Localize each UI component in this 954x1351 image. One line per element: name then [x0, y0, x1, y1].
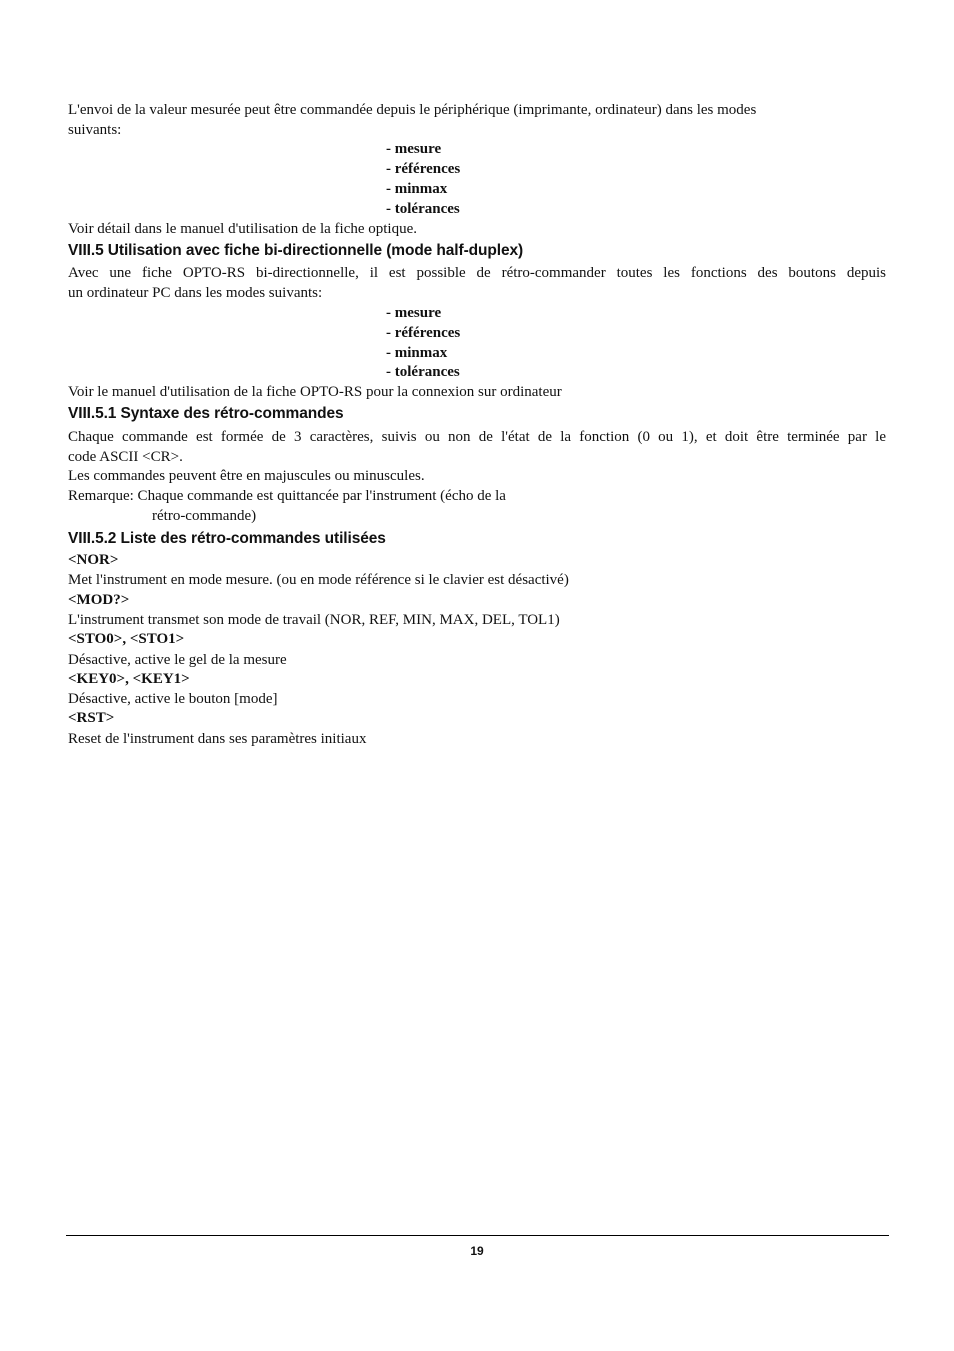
section-viii-5-line-2: un ordinateur PC dans les modes suivants: — [68, 285, 323, 301]
command-desc-key: Désactive, active le bouton [mode] — [68, 691, 278, 707]
section-heading-viii-5-2: VIII.5.2 Liste des rétro-commandes utilisées — [68, 530, 386, 547]
note-opto-rs-manual: Voir le manuel d'utilisation de la fiche OPTO-RS pour la connexion sur ordinateur — [68, 384, 562, 400]
half-duplex-mode-item-references: - références — [386, 325, 461, 341]
half-duplex-mode-item-tolerances: - tolérances — [386, 364, 460, 380]
intro-line-2: suivants: — [68, 122, 122, 138]
syntax-line-2: code ASCII <CR>. — [68, 449, 183, 465]
mode-list-item-minmax: - minmax — [386, 181, 448, 197]
remark-line-2: rétro-commande) — [152, 508, 257, 524]
section-heading-viii-5-1: VIII.5.1 Syntaxe des rétro-commandes — [68, 405, 344, 422]
mode-list-item-references: - références — [386, 161, 461, 177]
syntax-line-1: Chaque commande est formée de 3 caractères, suivis ou non de l'état de la fonction (0 ou 1), et doit être terminée par le — [68, 429, 886, 445]
intro-line-1: L'envoi de la valeur mesurée peut être commandée depuis le périphérique (imprimante, ordinateur) dans les modes — [68, 102, 757, 118]
footer-divider — [66, 1235, 889, 1236]
page-number: 19 — [470, 1244, 484, 1258]
syntax-line-3: Les commandes peuvent être en majuscules ou minuscules. — [68, 468, 425, 484]
command-code-key: <KEY0>, <KEY1> — [68, 671, 190, 687]
command-code-mod: <MOD?> — [68, 592, 130, 608]
command-desc-sto: Désactive, active le gel de la mesure — [68, 652, 287, 668]
command-code-sto: <STO0>, <STO1> — [68, 631, 185, 647]
command-desc-nor: Met l'instrument en mode mesure. (ou en mode référence si le clavier est désactivé) — [68, 572, 569, 588]
remark-line-1: Remarque: Chaque commande est quittancée par l'instrument (écho de la — [68, 488, 506, 504]
section-viii-5-line-1: Avec une fiche OPTO-RS bi-directionnelle, il est possible de rétro-commander toutes les fonctions des boutons depuis — [68, 265, 886, 281]
command-desc-rst: Reset de l'instrument dans ses paramètres initiaux — [68, 731, 367, 747]
note-optical-manual: Voir détail dans le manuel d'utilisation de la fiche optique. — [68, 221, 418, 237]
mode-list-item-mesure: - mesure — [386, 141, 442, 157]
command-code-nor: <NOR> — [68, 552, 119, 568]
half-duplex-mode-item-mesure: - mesure — [386, 305, 442, 321]
section-heading-viii-5: VIII.5 Utilisation avec fiche bi-directionnelle (mode half-duplex) — [68, 242, 524, 259]
mode-list-item-tolerances: - tolérances — [386, 201, 460, 217]
command-code-rst: <RST> — [68, 710, 115, 726]
command-desc-mod: L'instrument transmet son mode de travail (NOR, REF, MIN, MAX, DEL, TOL1) — [68, 612, 560, 628]
half-duplex-mode-item-minmax: - minmax — [386, 345, 448, 361]
